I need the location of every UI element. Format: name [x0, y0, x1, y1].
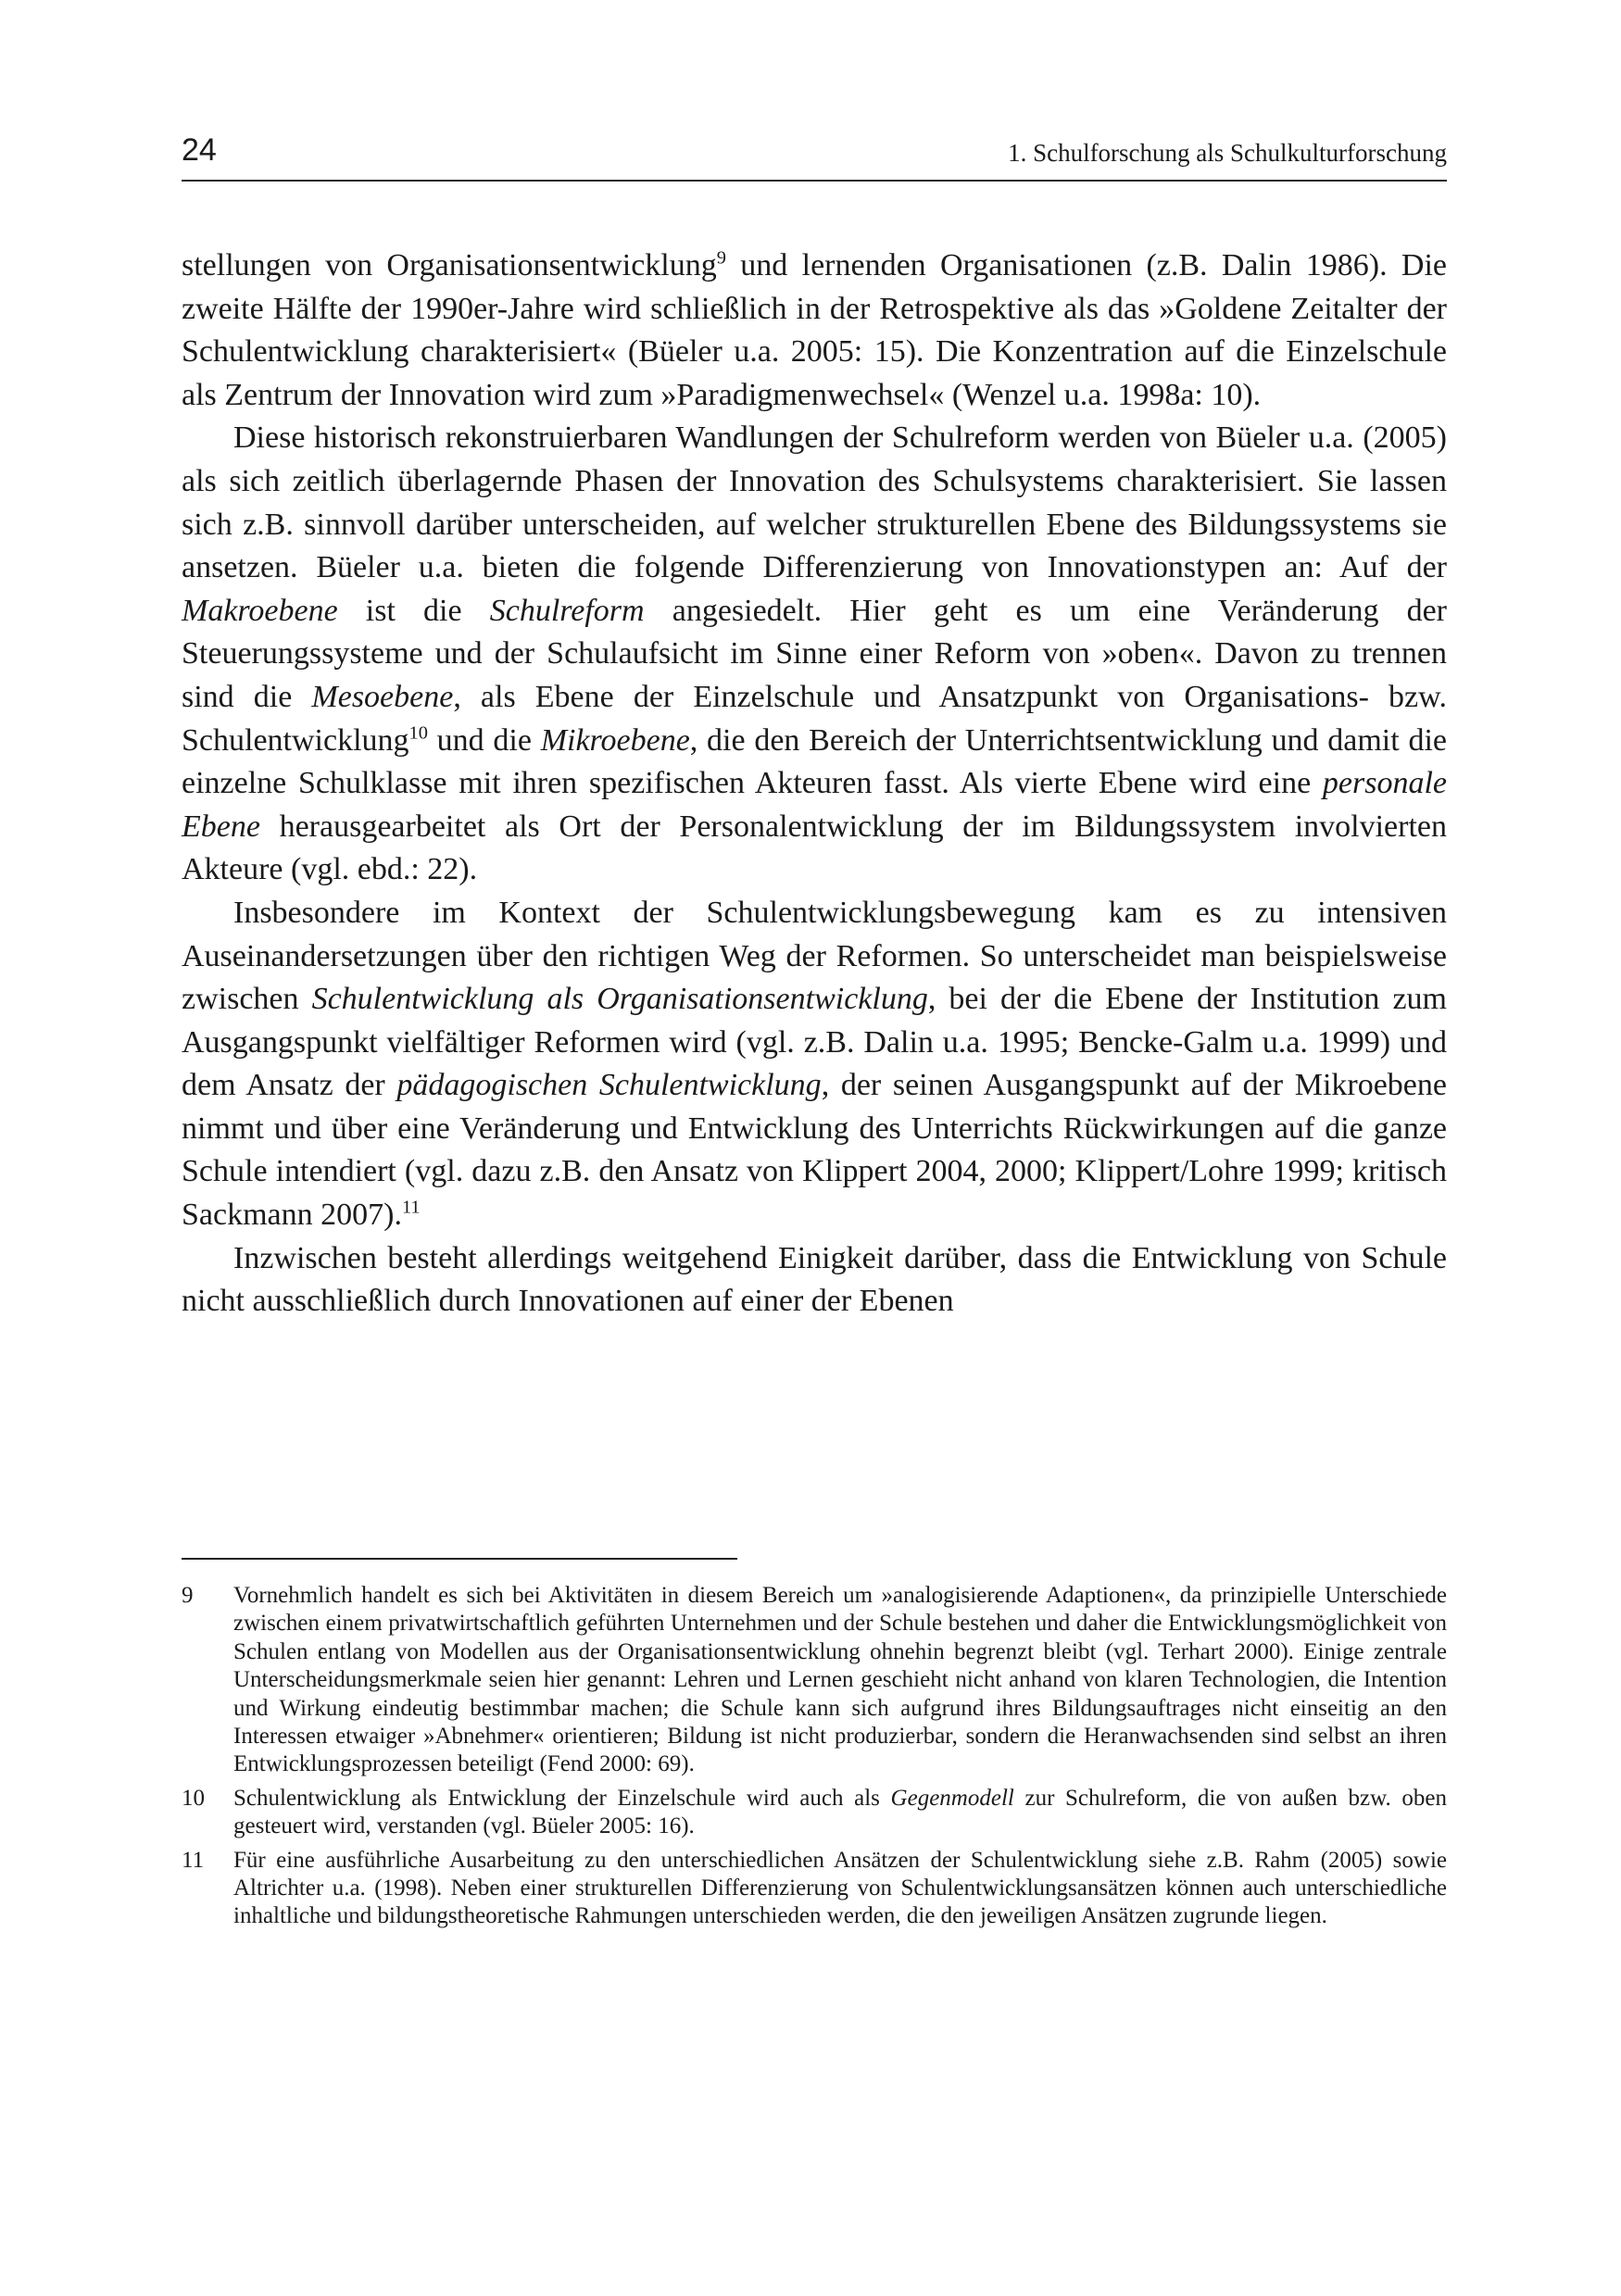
paragraph-4: Inzwischen besteht allerdings weitgehend Einigkeit darüber, dass die Entwicklung von Schule nicht ausschließlich durch Innovationen auf einer der Ebenen [182, 1240, 1447, 1319]
footnote-number: 10 [182, 1785, 205, 1811]
term-mesoebene: Mesoebene [311, 679, 454, 714]
footnote-number: 11 [182, 1847, 205, 1873]
term-schulentwicklung-organisationsentwicklung: Schulentwicklung als Organisationsentwicklung [311, 982, 928, 1017]
chapter-title: 1. Schulforschung als Schulkulturforschung [1008, 139, 1447, 167]
footnote-ref-11[interactable]: 11 [401, 1197, 421, 1218]
footnote-10: 10 Schulentwicklung als Entwicklung der Einzelschule wird auch als Gegenmodell zur Schulreform, die von außen bzw. oben gesteuert wird, verstanden (vgl. Büeler 2005: 16). [182, 1785, 1447, 1839]
footnote-number: 9 [182, 1583, 194, 1608]
paragraph-1: stellungen von Organisationsentwicklung$^9$ und lernenden Organisationen (z.B. Dalin 1986). Die zweite Hälfte der 1990er-Jahre wird schließlich in der Retrospektive als das »Goldene Zeitalter der Schulentwicklung charakterisiert« (Büeler u.a. 2005: 15). Die Konzentration auf die Einzelschule als Zentrum der Innovation wird zum »Paradigmenwechsel« (Wenzel u.a. 1998a: 10). [182, 247, 1447, 412]
footnote-ref-10[interactable]: 10 [408, 722, 428, 744]
term-mikroebene: Mikroebene [540, 722, 690, 758]
main-text [182, 245, 1447, 1324]
footnote-divider [182, 1558, 737, 1560]
term-gegenmodell: Gegenmodell [890, 1785, 1014, 1811]
footnote-ref-9[interactable]: 9 [716, 247, 726, 269]
footnote-9 [182, 1582, 1447, 1779]
document-page [182, 0, 1447, 2296]
footnote-11 [182, 1847, 1447, 1931]
footnote-text: Vornehmlich handelt es sich bei Aktivitäten in diesem Bereich um »analogisierende Adaptionen«, da prinzipielle Unterschiede zwischen einem privatwirtschaftlich geführten Unternehmen und der Schule bestehen und daher die Entwicklungsmöglichkeit von Schulen entlang von Modellen aus der Organisationsentwicklung ohnehin begrenzt bleibt (vgl. Terhart 2000). Einige zentrale Unterscheidungsmerkmale seien hier genannt: Lehren und Lernen geschieht nicht anhand von klaren Technologien, die Intention und Wirkung eindeutig bestimmbar machen; die Schule kann sich aufgrund ihres Bildungsauftrages nicht einseitig an den Interessen etwaiger »Abnehmer« orientieren; Bildung ist nicht produzierbar, sondern die Heranwachsenden sind selbst an ihren Entwicklungsprozessen beteiligt (Fend 2000: 69). [233, 1583, 1447, 1777]
term-makroebene: Makroebene [182, 593, 338, 628]
paragraph-3: Insbesondere im Kontext der Schulentwicklungsbewegung kam es zu intensiven Auseinandersetzungen über den richtigen Weg der Reformen. So unterscheidet man beispielsweise zwischen Schulentwicklung als Organisationsentwicklung, bei der die Ebene der Institution zum Ausgangspunkt vielfältiger Reformen wird (vgl. z.B. Dalin u.a. 1995; Bencke-Galm u.a. 1999) und dem Ansatz der pädagogischen Schulentwicklung, der seinen Ausgangspunkt auf der Mikroebene nimmt und über eine Veränderung und Entwicklung des Unterrichts Rückwirkungen auf die ganze Schule intendiert (vgl. dazu z.B. den Ansatz von Klippert 2004, 2000; Klippert/Lohre 1999; kritisch Sackmann 2007).$^{11}$ [182, 895, 1447, 1233]
footnotes [182, 1582, 1447, 1937]
footnote-text: Für eine ausführliche Ausarbeitung zu den unterschiedlichen Ansätzen der Schulentwicklung siehe z.B. Rahm (2005) sowie Altrichter u.a. (1998). Neben einer strukturellen Differenzierung von Schulentwicklungsansätzen können auch unterschiedliche inhaltliche und bildungstheoretische Rahmungen unterschieden werden, die den jeweiligen Ansätzen zugrunde liegen. [233, 1847, 1447, 1929]
term-paedagogische-schulentwicklung: pädagogischen Schulentwicklung [396, 1068, 822, 1103]
term-schulreform: Schulreform [489, 593, 645, 628]
paragraph-2: Diese historisch rekonstruierbaren Wandlungen der Schulreform werden von Büeler u.a. (2005) als sich zeitlich überlagernde Phasen der Innovation des Schulsystems charakterisiert. Sie lassen sich z.B. sinnvoll darüber unterscheiden, auf welcher strukturellen Ebene des Bildungssystems sie ansetzen. Büeler u.a. bieten die folgende Differenzierung von Innovationstypen an: Auf der Makroebene ist die Schulreform angesiedelt. Hier geht es um eine Veränderung der Steuerungssysteme und der Schulaufsicht im Sinne einer Reform von »oben«. Davon zu trennen sind die Mesoebene, als Ebene der Einzelschule und Ansatzpunkt von Organisations- bzw. Schulentwicklung$^{10}$ und die Mikroebene, die den Bereich der Unterrichtsentwicklung und damit die einzelne Schulklasse mit ihren spezifischen Akteuren fasst. Als vierte Ebene wird eine personale Ebene herausgearbeitet als Ort der Personalentwicklung der im Bildungssystem involvierten Akteure (vgl. ebd.: 22). [182, 420, 1447, 887]
running-header [182, 128, 1447, 182]
page-number: 24 [182, 132, 217, 168]
term-personale-ebene: personale Ebene [182, 766, 1447, 844]
